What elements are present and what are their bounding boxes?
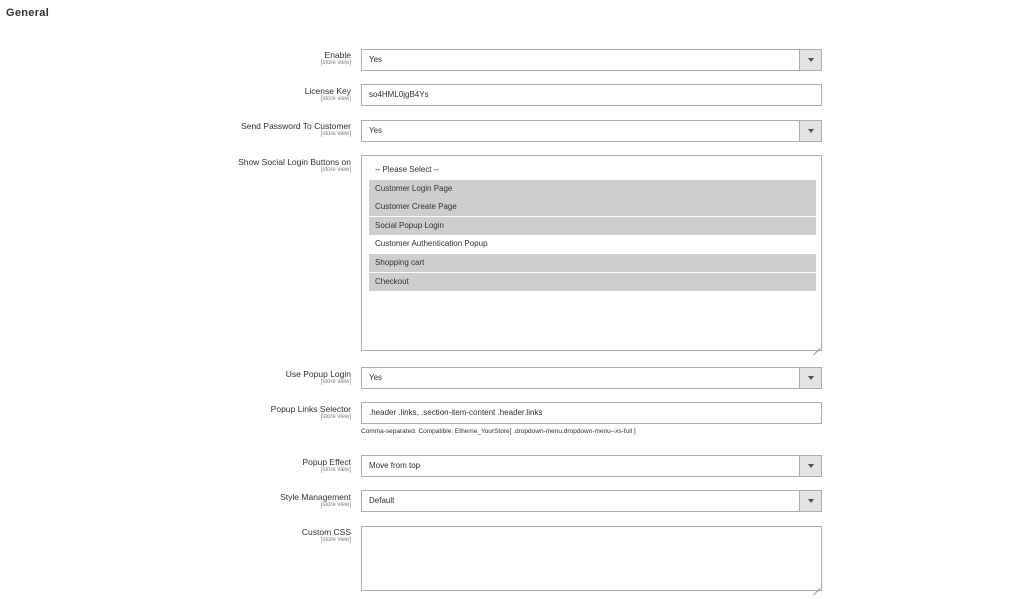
social-buttons-multiselect[interactable] (361, 155, 822, 351)
style-management-select[interactable] (361, 490, 822, 512)
dropdown-arrow[interactable] (799, 368, 821, 388)
popup-effect-label (150, 457, 351, 474)
popup-links-label (150, 404, 351, 421)
social-buttons-label (150, 157, 351, 174)
license-key-label-text: License Key (304, 86, 351, 96)
popup-links-label-text: Popup Links Selector (270, 404, 351, 414)
popup-effect-label-text: Popup Effect (302, 457, 351, 467)
scope-label: [store view] (320, 96, 351, 102)
scope-label: [store view] (320, 379, 351, 385)
use-popup-label (150, 369, 351, 386)
license-key-label (150, 86, 351, 103)
use-popup-select[interactable] (361, 367, 822, 389)
popup-effect-select[interactable] (361, 455, 822, 477)
social-buttons-label-text: Show Social Login Buttons on (238, 157, 351, 167)
dropdown-arrow[interactable] (799, 491, 821, 511)
send-password-select-value: Yes (369, 126, 383, 135)
send-password-select[interactable] (361, 120, 822, 142)
section-title[interactable]: General (6, 7, 50, 19)
scope-label: [store view] (320, 502, 351, 508)
multiselect-option[interactable]: -- Please Select -- (375, 165, 440, 174)
chevron-down-icon (808, 129, 814, 133)
scope-label: [store view] (320, 537, 351, 543)
multiselect-option[interactable]: Shopping cart (369, 254, 816, 272)
multiselect-option[interactable]: Customer Login Page (369, 180, 816, 198)
popup-links-value: .header .links, .section-item-content .header.links (369, 408, 543, 417)
style-management-select-value: Default (369, 496, 395, 505)
custom-css-label (150, 527, 351, 544)
enable-label (150, 50, 351, 67)
multiselect-option[interactable]: Checkout (369, 273, 816, 291)
chevron-down-icon (808, 376, 814, 380)
enable-select[interactable] (361, 49, 822, 71)
scope-label: [store view] (320, 467, 351, 473)
style-management-label (150, 492, 351, 509)
dropdown-arrow[interactable] (799, 456, 821, 476)
multiselect-option[interactable]: Social Popup Login (369, 217, 816, 235)
send-password-label-text: Send Password To Customer (241, 121, 351, 131)
use-popup-select-value: Yes (369, 373, 383, 382)
license-key-value: so4HML0jgB4Ys (369, 90, 429, 99)
multiselect-option[interactable]: Customer Create Page (369, 198, 816, 216)
enable-select-value: Yes (369, 55, 383, 64)
send-password-label (150, 121, 351, 138)
style-management-label-text: Style Management (280, 492, 351, 502)
multiselect-option[interactable]: Customer Authentication Popup (375, 239, 488, 249)
chevron-down-icon (808, 499, 814, 503)
dropdown-arrow[interactable] (799, 50, 821, 70)
license-key-input[interactable] (361, 84, 822, 106)
use-popup-label-text: Use Popup Login (285, 369, 351, 379)
chevron-down-icon (808, 464, 814, 468)
enable-label-text: Enable (324, 50, 351, 60)
chevron-down-icon (808, 58, 814, 62)
dropdown-arrow[interactable] (799, 121, 821, 141)
custom-css-label-text: Custom CSS (301, 527, 351, 537)
resize-handle-icon[interactable] (813, 582, 820, 589)
resize-handle-icon[interactable] (813, 342, 820, 349)
scope-label: [store view] (320, 167, 351, 173)
scope-label: [store view] (320, 131, 351, 137)
custom-css-textarea[interactable] (361, 526, 822, 591)
popup-links-input[interactable] (361, 402, 822, 424)
scope-label: [store view] (320, 60, 351, 66)
popup-effect-select-value: Move from top (369, 461, 421, 470)
scope-label: [store view] (320, 414, 351, 420)
popup-links-note: Comma-separated. Compatible: Etheme_YourStore[ .dropdown-menu.dropdown-menu--xs-full ] (361, 428, 636, 435)
